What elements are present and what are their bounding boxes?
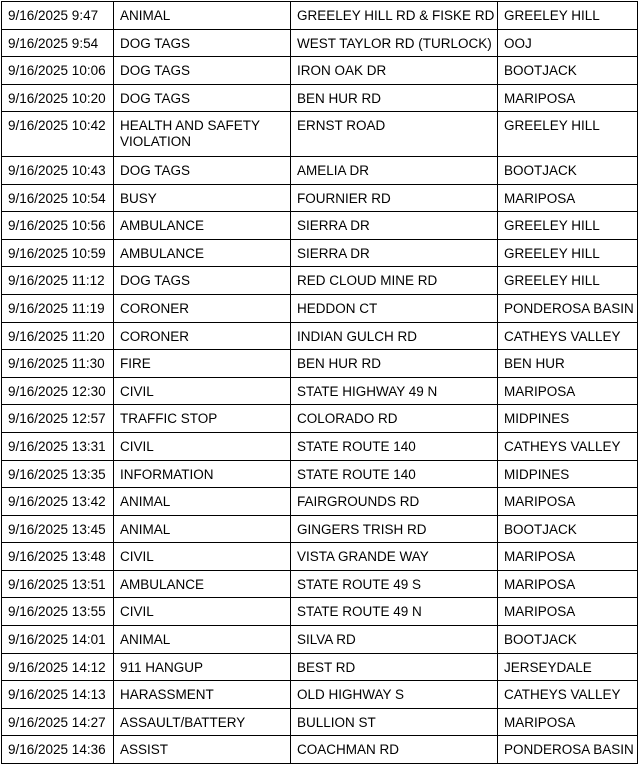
incident-type-cell: DOG TAGS (114, 267, 291, 295)
incident-type-cell: DOG TAGS (114, 57, 291, 85)
address-cell: STATE HIGHWAY 49 N (291, 377, 498, 405)
address-cell: SILVA RD (291, 626, 498, 654)
datetime-cell: 9/16/2025 11:19 (2, 294, 114, 322)
incident-type-cell: INFORMATION (114, 460, 291, 488)
area-cell: MIDPINES (498, 405, 638, 433)
datetime-cell: 9/16/2025 9:54 (2, 29, 114, 57)
table-row (2, 708, 638, 736)
address-cell: SIERRA DR (291, 212, 498, 240)
incident-type-cell: HEALTH AND SAFETY VIOLATION (114, 112, 291, 157)
address-cell: SIERRA DR (291, 239, 498, 267)
datetime-cell: 9/16/2025 10:54 (2, 184, 114, 212)
table-row (2, 598, 638, 626)
incident-type-cell: CIVIL (114, 543, 291, 571)
table-row (2, 212, 638, 240)
table-row (2, 515, 638, 543)
datetime-cell: 9/16/2025 14:13 (2, 681, 114, 709)
incident-type-cell: FIRE (114, 350, 291, 378)
incident-type-cell: ANIMAL (114, 2, 291, 30)
area-cell: MARIPOSA (498, 598, 638, 626)
incident-type-cell: ASSIST (114, 736, 291, 764)
datetime-cell: 9/16/2025 10:43 (2, 156, 114, 184)
incident-type-cell: AMBULANCE (114, 212, 291, 240)
area-cell: BOOTJACK (498, 626, 638, 654)
incident-type-cell: ANIMAL (114, 515, 291, 543)
area-cell: MARIPOSA (498, 184, 638, 212)
address-cell: WEST TAYLOR RD (TURLOCK) (291, 29, 498, 57)
table-row (2, 653, 638, 681)
incident-type-cell: DOG TAGS (114, 29, 291, 57)
area-cell: MARIPOSA (498, 708, 638, 736)
address-cell: STATE ROUTE 49 N (291, 598, 498, 626)
table-row (2, 570, 638, 598)
incident-type-cell: CIVIL (114, 377, 291, 405)
table-row (2, 239, 638, 267)
incident-type-cell: DOG TAGS (114, 156, 291, 184)
address-cell: STATE ROUTE 140 (291, 432, 498, 460)
area-cell: CATHEYS VALLEY (498, 432, 638, 460)
table-row (2, 377, 638, 405)
incident-type-cell: HARASSMENT (114, 681, 291, 709)
datetime-cell: 9/16/2025 14:27 (2, 708, 114, 736)
datetime-cell: 9/16/2025 14:12 (2, 653, 114, 681)
address-cell: IRON OAK DR (291, 57, 498, 85)
address-cell: VISTA GRANDE WAY (291, 543, 498, 571)
incident-type-cell: 911 HANGUP (114, 653, 291, 681)
incident-type-cell: CIVIL (114, 598, 291, 626)
table-row (2, 460, 638, 488)
table-row (2, 681, 638, 709)
area-cell: BOOTJACK (498, 57, 638, 85)
table-row (2, 84, 638, 112)
table-row (2, 57, 638, 85)
incident-type-cell: TRAFFIC STOP (114, 405, 291, 433)
table-row (2, 626, 638, 654)
table-row (2, 350, 638, 378)
area-cell: MIDPINES (498, 460, 638, 488)
area-cell: BOOTJACK (498, 156, 638, 184)
area-cell: GREELEY HILL (498, 212, 638, 240)
table-row (2, 543, 638, 571)
datetime-cell: 9/16/2025 13:55 (2, 598, 114, 626)
table-row (2, 156, 638, 184)
area-cell: CATHEYS VALLEY (498, 322, 638, 350)
address-cell: STATE ROUTE 49 S (291, 570, 498, 598)
table-row (2, 322, 638, 350)
address-cell: RED CLOUD MINE RD (291, 267, 498, 295)
address-cell: HEDDON CT (291, 294, 498, 322)
datetime-cell: 9/16/2025 9:47 (2, 2, 114, 30)
area-cell: JERSEYDALE (498, 653, 638, 681)
incident-type-cell: BUSY (114, 184, 291, 212)
datetime-cell: 9/16/2025 10:06 (2, 57, 114, 85)
incident-log-table (1, 1, 638, 764)
area-cell: BOOTJACK (498, 515, 638, 543)
table-row (2, 405, 638, 433)
area-cell: CATHEYS VALLEY (498, 681, 638, 709)
area-cell: MARIPOSA (498, 488, 638, 516)
incident-type-cell: AMBULANCE (114, 239, 291, 267)
table-row (2, 736, 638, 764)
area-cell: GREELEY HILL (498, 2, 638, 30)
address-cell: GREELEY HILL RD & FISKE RD (291, 2, 498, 30)
datetime-cell: 9/16/2025 13:35 (2, 460, 114, 488)
area-cell: GREELEY HILL (498, 239, 638, 267)
incident-type-cell: CORONER (114, 294, 291, 322)
table-row (2, 29, 638, 57)
incident-type-cell: ASSAULT/BATTERY (114, 708, 291, 736)
datetime-cell: 9/16/2025 13:48 (2, 543, 114, 571)
address-cell: FOURNIER RD (291, 184, 498, 212)
address-cell: OLD HIGHWAY S (291, 681, 498, 709)
datetime-cell: 9/16/2025 11:30 (2, 350, 114, 378)
address-cell: COLORADO RD (291, 405, 498, 433)
datetime-cell: 9/16/2025 13:31 (2, 432, 114, 460)
address-cell: BEN HUR RD (291, 84, 498, 112)
incident-type-cell: DOG TAGS (114, 84, 291, 112)
area-cell: MARIPOSA (498, 570, 638, 598)
datetime-cell: 9/16/2025 10:59 (2, 239, 114, 267)
address-cell: AMELIA DR (291, 156, 498, 184)
area-cell: MARIPOSA (498, 543, 638, 571)
area-cell: MARIPOSA (498, 84, 638, 112)
datetime-cell: 9/16/2025 13:45 (2, 515, 114, 543)
address-cell: BULLION ST (291, 708, 498, 736)
area-cell: GREELEY HILL (498, 267, 638, 295)
address-cell: COACHMAN RD (291, 736, 498, 764)
datetime-cell: 9/16/2025 12:57 (2, 405, 114, 433)
area-cell: PONDEROSA BASIN (498, 736, 638, 764)
area-cell: OOJ (498, 29, 638, 57)
incident-type-cell: ANIMAL (114, 488, 291, 516)
datetime-cell: 9/16/2025 10:42 (2, 112, 114, 157)
address-cell: BEN HUR RD (291, 350, 498, 378)
area-cell: PONDEROSA BASIN (498, 294, 638, 322)
area-cell: MARIPOSA (498, 377, 638, 405)
area-cell: GREELEY HILL (498, 112, 638, 157)
incident-type-cell: CIVIL (114, 432, 291, 460)
datetime-cell: 9/16/2025 14:01 (2, 626, 114, 654)
address-cell: ERNST ROAD (291, 112, 498, 157)
datetime-cell: 9/16/2025 11:12 (2, 267, 114, 295)
table-row (2, 267, 638, 295)
datetime-cell: 9/16/2025 14:36 (2, 736, 114, 764)
incident-log-body (2, 2, 638, 764)
datetime-cell: 9/16/2025 10:56 (2, 212, 114, 240)
datetime-cell: 9/16/2025 13:51 (2, 570, 114, 598)
table-row (2, 112, 638, 157)
datetime-cell: 9/16/2025 11:20 (2, 322, 114, 350)
address-cell: INDIAN GULCH RD (291, 322, 498, 350)
area-cell: BEN HUR (498, 350, 638, 378)
table-row (2, 488, 638, 516)
datetime-cell: 9/16/2025 12:30 (2, 377, 114, 405)
datetime-cell: 9/16/2025 13:42 (2, 488, 114, 516)
table-row (2, 184, 638, 212)
address-cell: BEST RD (291, 653, 498, 681)
incident-type-cell: AMBULANCE (114, 570, 291, 598)
incident-type-cell: CORONER (114, 322, 291, 350)
table-row (2, 2, 638, 30)
address-cell: STATE ROUTE 140 (291, 460, 498, 488)
table-row (2, 432, 638, 460)
datetime-cell: 9/16/2025 10:20 (2, 84, 114, 112)
table-row (2, 294, 638, 322)
address-cell: GINGERS TRISH RD (291, 515, 498, 543)
incident-type-cell: ANIMAL (114, 626, 291, 654)
address-cell: FAIRGROUNDS RD (291, 488, 498, 516)
